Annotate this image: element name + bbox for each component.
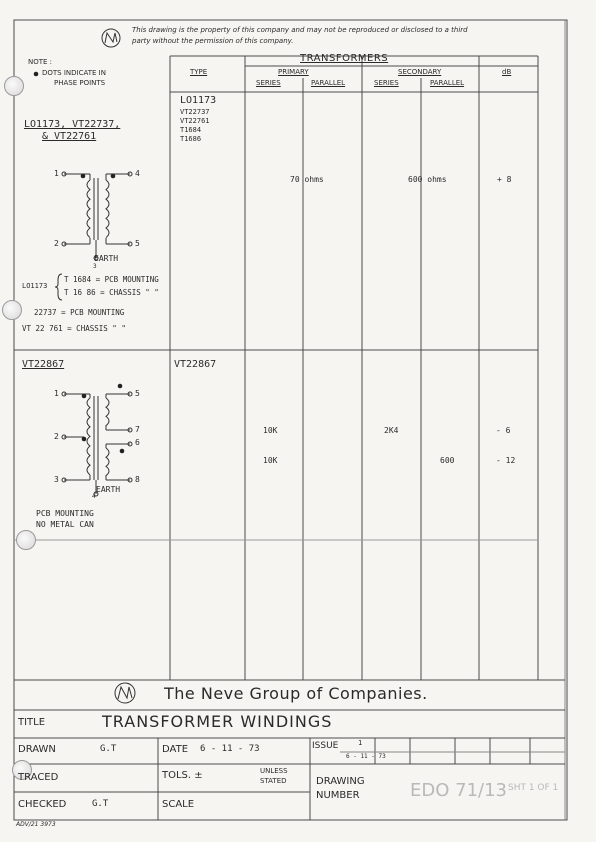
row2-primary-series-2: 10K <box>263 456 278 465</box>
header-secondary: SECONDARY <box>398 68 442 76</box>
header-db: dB <box>502 68 512 76</box>
issue-number: 1 <box>358 739 363 747</box>
row2-pin-3: 3 <box>54 475 59 484</box>
row1-pin-2: 2 <box>54 239 59 248</box>
drawn-label: DRAWN <box>18 744 56 755</box>
header-transformers: TRANSFORMERS <box>300 53 389 64</box>
row1-title-line-2: & VT22761 <box>42 131 97 142</box>
row2-pin-2: 2 <box>54 432 59 441</box>
row1-type-1: VT22737 <box>180 108 210 116</box>
drawing-number: EDO 71/13 <box>410 780 507 801</box>
header-primary: PRIMARY <box>278 68 309 76</box>
header-primary-parallel: PARALLEL <box>311 79 346 87</box>
unless-stated-2: STATED <box>260 777 287 785</box>
row2-pin-1: 1 <box>54 389 59 398</box>
form-code: ADV/21 3973 <box>16 821 56 828</box>
row1-mount-3: 22737 = PCB MOUNTING <box>34 308 125 317</box>
punch-hole <box>2 300 22 320</box>
row1-type-0: LO1173 <box>180 95 217 106</box>
row1-earth-label: EARTH <box>94 254 119 263</box>
scale-label: SCALE <box>162 799 195 810</box>
row2-secondary-parallel-2: 600 <box>440 456 455 465</box>
schematic-1 <box>62 172 132 260</box>
row2-pin-6: 6 <box>135 438 140 447</box>
row2-title: VT22867 <box>22 359 65 370</box>
row2-pin-8: 8 <box>135 475 140 484</box>
header-secondary-parallel: PARALLEL <box>430 79 465 87</box>
row1-lo-prefix: LO1173 <box>22 282 48 290</box>
row1-db-value: + 8 <box>497 175 512 184</box>
traced-label: TRACED <box>18 772 59 783</box>
punch-hole <box>16 530 36 550</box>
title-label: TITLE <box>18 717 46 728</box>
row2-note-2: NO METAL CAN <box>36 520 94 529</box>
row2-primary-series-1: 10K <box>263 426 278 435</box>
note-line-1: DOTS INDICATE IN <box>42 69 106 77</box>
drawing-label: DRAWING <box>316 776 365 787</box>
row2-pin-4: 4 <box>92 493 96 500</box>
row1-mount-4: VT 22 761 = CHASSIS " " <box>22 324 126 333</box>
row1-mount-1: T 1684 = PCB MOUNTING <box>64 275 159 284</box>
number-label: NUMBER <box>316 790 360 801</box>
row1-primary-value: 70 ohms <box>290 175 324 184</box>
tols-label: TOLS. ± <box>162 770 203 781</box>
row1-secondary-value: 600 ohms <box>408 175 447 184</box>
unless-stated-1: UNLESS <box>260 767 288 775</box>
disclaimer-line-1: This drawing is the property of this company and may not be reproduced or disclosed to a third <box>132 26 468 34</box>
issue-date: 6 - 11 - 73 <box>346 753 386 760</box>
row2-pin-5: 5 <box>135 389 140 398</box>
drawing-title: TRANSFORMER WINDINGS <box>102 712 333 731</box>
row2-pin-7: 7 <box>135 425 140 434</box>
checked-label: CHECKED <box>18 799 67 810</box>
row1-title-line-1: LO1173, VT22737, <box>24 119 121 130</box>
header-type: TYPE <box>190 68 208 76</box>
sheet-number: SHT 1 OF 1 <box>508 783 559 793</box>
header-primary-series: SERIES <box>256 79 281 87</box>
row1-type-2: VT22761 <box>180 117 210 125</box>
date-value: 6 - 11 - 73 <box>200 744 260 754</box>
row1-mount-2: T 16 86 = CHASSIS " " <box>64 288 159 297</box>
schematic-2 <box>62 392 132 496</box>
row1-pin-1: 1 <box>54 169 59 178</box>
punch-hole <box>4 76 24 96</box>
row2-db-1: - 6 <box>496 426 511 435</box>
row1-type-4: T1686 <box>180 135 202 143</box>
company-name: The Neve Group of Companies. <box>164 684 428 703</box>
checked-by: G.T <box>92 799 109 809</box>
row2-type: VT22867 <box>174 359 217 370</box>
row2-secondary-series-1: 2K4 <box>384 426 399 435</box>
note-label: NOTE : <box>28 58 53 66</box>
row1-type-3: T1684 <box>180 126 202 134</box>
row1-pin-5: 5 <box>135 239 140 248</box>
header-secondary-series: SERIES <box>374 79 399 87</box>
row2-db-2: - 12 <box>496 456 516 465</box>
row1-pin-4: 4 <box>135 169 140 178</box>
row2-note-1: PCB MOUNTING <box>36 509 94 518</box>
date-label: DATE <box>162 744 189 755</box>
disclaimer-line-2: party without the permission of this company. <box>132 37 294 45</box>
row1-pin-3: 3 <box>93 263 97 270</box>
drawn-by: G.T <box>100 744 117 754</box>
issue-label: ISSUE <box>312 741 339 751</box>
note-line-2: PHASE POINTS <box>54 79 106 87</box>
row2-earth-label: EARTH <box>96 485 121 494</box>
